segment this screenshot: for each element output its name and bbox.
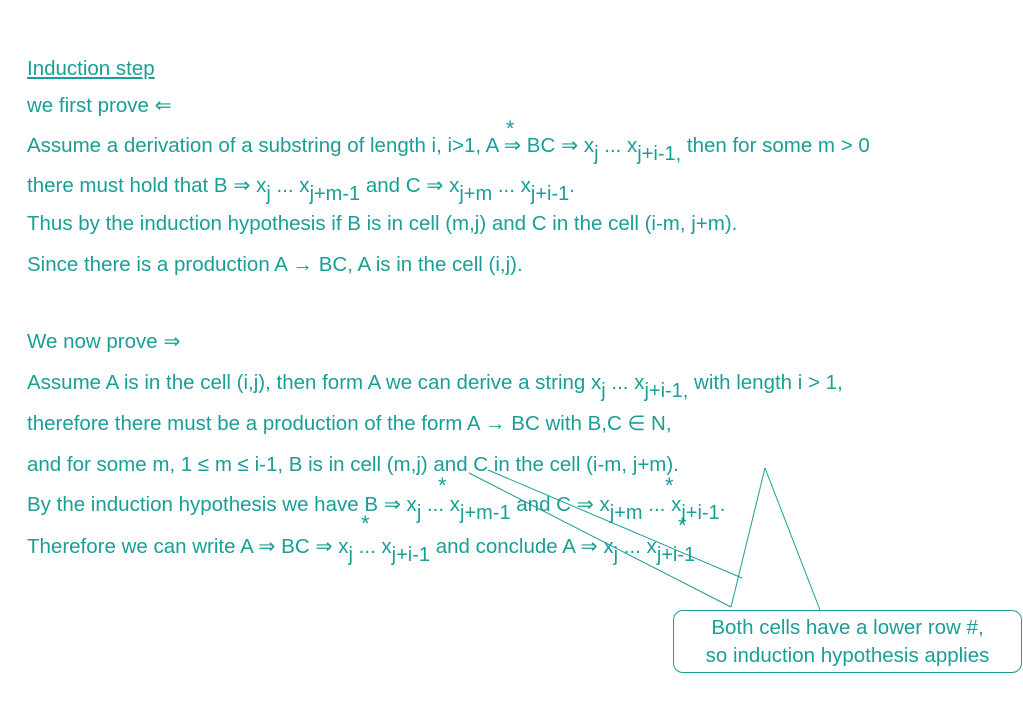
star-mark: * [678, 513, 687, 538]
assume-cell-line: Assume A is in the cell (i,j), then form A we can derive a string $x_j$ ... $x_{j+i-1,}$ with length i > 1, [27, 371, 843, 402]
callout-box [673, 610, 1022, 673]
thus-induction-line: Thus by the induction hypothesis if B is in cell (m,j) and C in the cell (i-m, j+m). [27, 212, 738, 235]
assume-derivation-line: Assume a derivation of a substring of length i, i>1, A ⇒ * BC ⇒ $x_j$ ... $x_{j+i-1,}$ then for some m > 0 [27, 116, 870, 165]
therefore-conclude-line: Therefore we can write A ⇒ BC ⇒ $x_j$ ... $x_{j+i-1}$ and conclude A ⇒ $x_j$ ... $x_{j+i-1}$ [27, 535, 696, 566]
star-mark: * [361, 511, 370, 536]
star-mark: * [438, 473, 447, 498]
star-mark: * [665, 473, 674, 498]
callout-text-line-2: so induction hypothesis applies [705, 643, 990, 667]
heading: Induction step [27, 57, 155, 80]
production-form-line: therefore there must be a production of the form A → BC with B,C ∈ N, [27, 412, 672, 435]
must-hold-line: there must hold that B ⇒ $x_j$ ... $x_{j+m-1}$ and C ⇒ $x_{j+m}$ ... $x_{j+i-1}$. [27, 174, 575, 205]
callout-text-line-1: Both cells have a lower row #, [711, 615, 984, 639]
star-mark: * [505, 116, 515, 141]
prove-right-arrow-line: We now prove ⇒ [27, 330, 181, 353]
prove-left-arrow-line: we first prove ⇐ [27, 94, 172, 117]
by-induction-line: By the induction hypothesis we have B ⇒ $x_j$ ... $x_{j+m-1}$ and C ⇒ $x_{j+m}$ ... $x_{j+i-1}$. [27, 493, 726, 524]
some-m-line: and for some m, 1 ≤ m ≤ i-1, B is in cell (m,j) and C in the cell (i-m, j+m). [27, 453, 679, 476]
since-production-line: Since there is a production A → BC, A is in the cell (i,j). [27, 253, 523, 276]
derives-arrow: ⇒ [503, 134, 522, 157]
